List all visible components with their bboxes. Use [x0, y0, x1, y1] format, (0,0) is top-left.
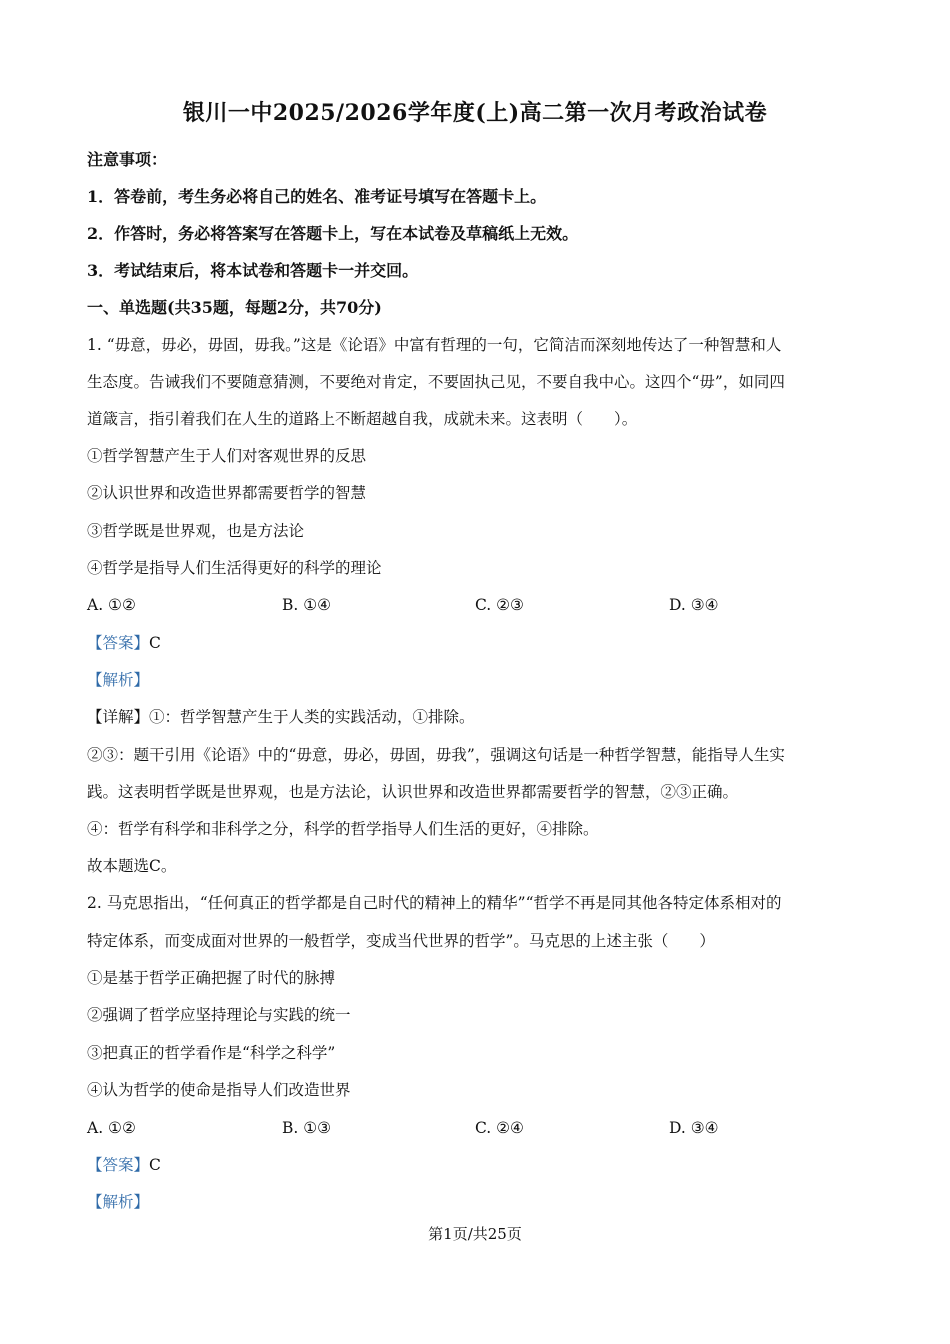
q1-item-1: ①哲学智慧产生于人们对客观世界的反思: [87, 447, 367, 465]
q1-option-a: A. ①②: [87, 596, 136, 614]
q1-detail-label: 【详解】: [87, 708, 150, 726]
q2-stem-line-2: 特定体系，而变成面对世界的一般哲学，变成当代世界的哲学”。马克思的上述主张（ ）: [87, 932, 715, 950]
q2-item-2: ②强调了哲学应坚持理论与实践的统一: [87, 1006, 351, 1024]
q1-option-d: D. ③④: [669, 596, 719, 614]
q1-stem-line-3: 道箴言，指引着我们在人生的道路上不断超越自我，成就未来。这表明（ ）。: [87, 410, 638, 428]
q1-item-4: ④哲学是指导人们生活得更好的科学的理论: [87, 559, 382, 577]
notice-item-3: 3．考试结束后，将本试卷和答题卡一并交回。: [87, 261, 419, 280]
q1-detail-line-1: [87, 706, 475, 728]
q2-option-a: A. ①②: [87, 1119, 136, 1137]
q2-answer-label: 【答案】: [87, 1156, 150, 1174]
q2-option-b: B. ①③: [282, 1119, 332, 1137]
notice-heading: 注意事项：: [87, 150, 168, 169]
notice-item-2: 2．作答时，务必将答案写在答题卡上，写在本试卷及草稿纸上无效。: [87, 224, 579, 243]
q1-analysis-label: 【解析】: [87, 671, 150, 689]
notice-item-1: 1．答卷前，考生务必将自己的姓名、准考证号填写在答题卡上。: [87, 187, 547, 206]
q2-option-d: D. ③④: [669, 1119, 719, 1137]
q1-detail-line-5: 故本题选C。: [87, 857, 177, 875]
q1-detail-line-4: ④：哲学有科学和非科学之分，科学的哲学指导人们生活的更好，④排除。: [87, 820, 599, 838]
q1-answer: [87, 632, 161, 654]
q1-detail-line-3: 践。这表明哲学既是世界观，也是方法论，认识世界和改造世界都需要哲学的智慧，②③正确。: [87, 783, 739, 801]
q2-option-c: C. ②④: [475, 1119, 524, 1137]
q2-analysis-label: 【解析】: [87, 1193, 150, 1211]
q1-answer-value: C: [149, 634, 161, 652]
q2-item-4: ④认为哲学的使命是指导人们改造世界: [87, 1081, 351, 1099]
q2-answer-value: C: [149, 1156, 161, 1174]
q1-option-b: B. ①④: [282, 596, 332, 614]
q2-answer: [87, 1154, 161, 1176]
q2-stem-line-1: 2. 马克思指出，“任何真正的哲学都是自己时代的精神上的精华”“哲学不再是同其他各特定体系相对的: [87, 894, 782, 912]
q1-detail-line-2: ②③：题干引用《论语》中的“毋意，毋必，毋固，毋我”，强调这句话是一种哲学智慧，能指导人生实: [87, 746, 785, 764]
q2-item-1: ①是基于哲学正确把握了时代的脉搏: [87, 969, 336, 987]
page-footer: 第1页/共25页: [428, 1225, 522, 1243]
q1-answer-label: 【答案】: [87, 634, 150, 652]
q2-item-3: ③把真正的哲学看作是“科学之科学”: [87, 1044, 336, 1062]
q1-stem-line-2: 生态度。告诫我们不要随意猜测，不要绝对肯定，不要固执己见，不要自我中心。这四个“毋”，如同四: [87, 373, 785, 391]
page-title: 银川一中2025/2026学年度(上)高二第一次月考政治试卷: [182, 100, 768, 126]
q1-option-c: C. ②③: [475, 596, 524, 614]
q1-stem-line-1: 1. “毋意，毋必，毋固，毋我。”这是《论语》中富有哲理的一句，它简洁而深刻地传达了一种智慧和人: [87, 336, 782, 354]
section-heading: 一、单选题(共35题，每题2分，共70分): [87, 298, 382, 317]
q1-item-2: ②认识世界和改造世界都需要哲学的智慧: [87, 484, 367, 502]
q1-item-3: ③哲学既是世界观，也是方法论: [87, 522, 305, 540]
q1-detail-text-1: ①：哲学智慧产生于人类的实践活动，①排除。: [149, 708, 475, 726]
